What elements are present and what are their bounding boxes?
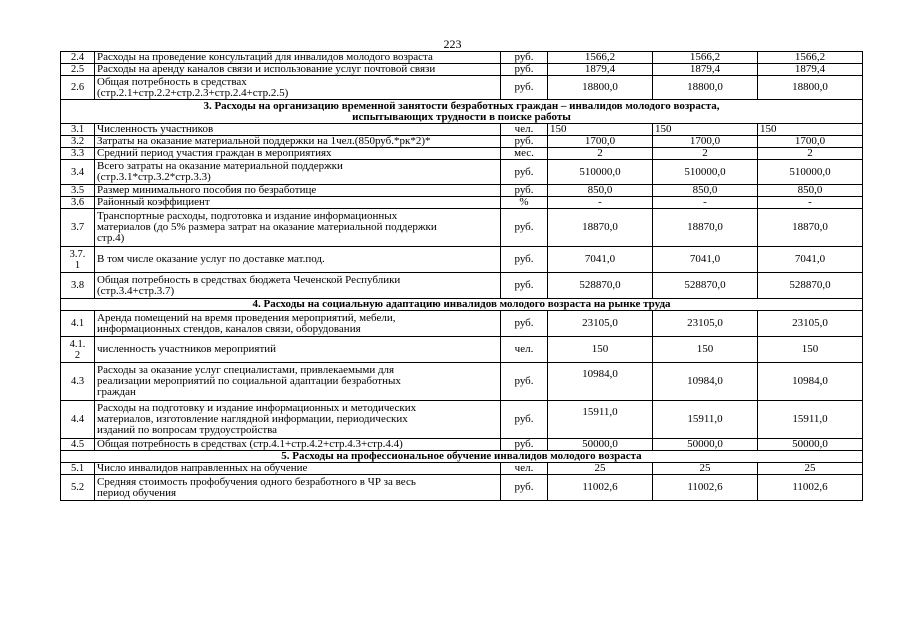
row-value: 23105,0 — [758, 311, 863, 337]
row-value: 11002,6 — [653, 475, 758, 501]
section-header — [61, 451, 863, 463]
row-value: 510000,0 — [653, 160, 758, 185]
row-unit: руб. — [501, 439, 548, 451]
row-unit: руб. — [501, 160, 548, 185]
row-value: 150 — [758, 337, 863, 363]
description-line: Аренда помещений на время проведения мероприятий, мебели, — [97, 311, 396, 324]
row-unit: мес. — [501, 148, 548, 160]
section-title-line: испытывающих трудности в поиске работы — [352, 110, 571, 123]
row-number: 2.5 — [61, 64, 95, 76]
row-number: 3.4 — [61, 160, 95, 185]
table-row — [61, 197, 863, 209]
row-description: Общая потребность в средствах (стр.4.1+стр.4.2+стр.4.3+стр.4.4) — [95, 439, 501, 451]
table-row — [61, 475, 863, 501]
row-value: 18870,0 — [548, 209, 653, 247]
row-number-line: 3.7. — [69, 248, 86, 260]
description-line: (стр.2.1+стр.2.2+стр.2.3+стр.2.4+стр.2.5) — [97, 86, 289, 99]
row-number: 2.4 — [61, 52, 95, 64]
row-value: 18800,0 — [653, 76, 758, 100]
row-number: 4.5 — [61, 439, 95, 451]
table-row — [61, 185, 863, 197]
table-row — [61, 124, 863, 136]
row-value: 850,0 — [653, 185, 758, 197]
row-value: 510000,0 — [758, 160, 863, 185]
section-title — [61, 100, 863, 124]
row-number: 3.5 — [61, 185, 95, 197]
row-value: 11002,6 — [758, 475, 863, 501]
row-description: Расходы на аренду каналов связи и использование услуг почтовой связи — [95, 64, 501, 76]
row-value: 10984,0 — [758, 363, 863, 401]
row-unit: руб. — [501, 311, 548, 337]
table-row — [61, 64, 863, 76]
row-value: 50000,0 — [548, 439, 653, 451]
row-value: 1566,2 — [653, 52, 758, 64]
row-value: 1879,4 — [548, 64, 653, 76]
row-value: 150 — [758, 124, 863, 136]
row-description — [95, 273, 501, 299]
row-value: 18870,0 — [758, 209, 863, 247]
row-description — [95, 363, 501, 401]
row-number: 4.4 — [61, 401, 95, 439]
description-line: материалов, изготовление наглядной информации, периодических — [97, 413, 408, 425]
row-unit: % — [501, 197, 548, 209]
table-row — [61, 209, 863, 247]
row-value: 23105,0 — [548, 311, 653, 337]
row-description: Расходы на проведение консультаций для инвалидов молодого возраста — [95, 52, 501, 64]
table-row — [61, 148, 863, 160]
row-value: 1566,2 — [548, 52, 653, 64]
description-line: (стр.3.1*стр.3.2*стр.3.3) — [97, 171, 211, 183]
row-unit: руб. — [501, 209, 548, 247]
row-number: 3.7 — [61, 209, 95, 247]
row-unit: руб. — [501, 185, 548, 197]
table-row — [61, 401, 863, 439]
row-number: 4.3 — [61, 363, 95, 401]
row-value: 11002,6 — [548, 475, 653, 501]
row-description — [95, 76, 501, 100]
row-value: 7041,0 — [653, 247, 758, 273]
description-line: период обучения — [97, 486, 177, 499]
row-value: 1700,0 — [653, 136, 758, 148]
row-value: 150 — [653, 124, 758, 136]
row-unit: руб. — [501, 52, 548, 64]
row-value: - — [758, 197, 863, 209]
row-value: 150 — [548, 337, 653, 363]
row-description — [95, 209, 501, 247]
description-line: стр.4) — [97, 232, 125, 244]
row-value: 528870,0 — [548, 273, 653, 299]
description-line: Расходы на подготовку и издание информационных и методических — [97, 402, 417, 414]
row-value: 2 — [653, 148, 758, 160]
row-unit: руб. — [501, 475, 548, 501]
row-description — [95, 160, 501, 185]
description-line: материалов (до 5% размера затрат на оказание материальной поддержки — [97, 221, 437, 233]
row-unit: руб. — [501, 273, 548, 299]
table-row — [61, 439, 863, 451]
section-header — [61, 100, 863, 124]
row-value: 528870,0 — [758, 273, 863, 299]
row-value: 2 — [758, 148, 863, 160]
description-line: Общая потребность в средствах — [97, 75, 247, 88]
row-value: 1879,4 — [758, 64, 863, 76]
row-value: 25 — [653, 463, 758, 475]
row-description: В том числе оказание услуг по доставке мат.под. — [95, 247, 501, 273]
row-value: 50000,0 — [653, 439, 758, 451]
table-row — [61, 337, 863, 363]
description-line: изданий по вопросам трудоустройства — [97, 424, 278, 436]
row-value: 1879,4 — [653, 64, 758, 76]
description-line: Расходы за оказание услуг специалистами, привлекаемыми для — [97, 364, 395, 376]
row-number: 3.2 — [61, 136, 95, 148]
row-value: 7041,0 — [548, 247, 653, 273]
description-line: граждан — [97, 386, 136, 398]
row-description: Средний период участия граждан в мероприятиях — [95, 148, 501, 160]
row-value: 510000,0 — [548, 160, 653, 185]
row-number-line: 4.1. — [69, 338, 86, 350]
row-value: 850,0 — [548, 185, 653, 197]
row-value: 528870,0 — [653, 273, 758, 299]
description-line: реализации мероприятий по социальной адаптации безработных — [97, 375, 401, 387]
row-number: 5.2 — [61, 475, 95, 501]
description-line: Общая потребность в средствах бюджета Чеченской Республики — [97, 273, 401, 286]
description-line: (стр.3.4+стр.3.7) — [97, 284, 175, 297]
row-unit: чел. — [501, 124, 548, 136]
row-description: Численность участников — [95, 124, 501, 136]
row-value: 50000,0 — [758, 439, 863, 451]
table-row — [61, 247, 863, 273]
row-value: 10984,0 — [653, 363, 758, 401]
row-number: 5.1 — [61, 463, 95, 475]
row-description: Затраты на оказание материальной поддержки на 1чел.(850руб.*рк*2)* — [95, 136, 501, 148]
row-value: 1566,2 — [758, 52, 863, 64]
row-value: 150 — [548, 124, 653, 136]
table-row — [61, 136, 863, 148]
row-value: 18800,0 — [548, 76, 653, 100]
row-number: 2.6 — [61, 76, 95, 100]
row-value: - — [653, 197, 758, 209]
table-row — [61, 363, 863, 401]
row-unit: руб. — [501, 247, 548, 273]
row-number-line: 2 — [74, 349, 81, 361]
row-value: 25 — [758, 463, 863, 475]
section-title: 4. Расходы на социальную адаптацию инвалидов молодого возраста на рынке труда — [61, 299, 863, 311]
row-value: 2 — [548, 148, 653, 160]
row-description: Районный коэффициент — [95, 197, 501, 209]
row-value: 23105,0 — [653, 311, 758, 337]
description-line: Транспортные расходы, подготовка и издание информационных — [97, 210, 398, 222]
description-line: Всего затраты на оказание материальной поддержки — [97, 160, 343, 172]
row-number — [61, 337, 95, 363]
row-value: 25 — [548, 463, 653, 475]
row-number: 3.8 — [61, 273, 95, 299]
row-value: 15911,0 — [758, 401, 863, 439]
row-value: 150 — [653, 337, 758, 363]
row-value: 10984,0 — [548, 363, 653, 401]
row-value: 15911,0 — [548, 401, 653, 439]
page-number: 223 — [443, 37, 462, 51]
row-description: Число инвалидов направленных на обучение — [95, 463, 501, 475]
section-title: 5. Расходы на профессиональное обучение инвалидов молодого возраста — [61, 451, 863, 463]
row-unit: руб. — [501, 64, 548, 76]
row-unit: чел. — [501, 463, 548, 475]
row-number — [61, 247, 95, 273]
row-value: 15911,0 — [653, 401, 758, 439]
section-header — [61, 299, 863, 311]
row-value: 1700,0 — [548, 136, 653, 148]
row-number-line: 1 — [74, 259, 81, 271]
row-value: 850,0 — [758, 185, 863, 197]
row-number: 3.1 — [61, 124, 95, 136]
row-description — [95, 311, 501, 337]
row-description — [95, 401, 501, 439]
row-number: 4.1 — [61, 311, 95, 337]
table-row — [61, 160, 863, 185]
row-value: - — [548, 197, 653, 209]
row-unit: чел. — [501, 337, 548, 363]
table-row — [61, 311, 863, 337]
row-value: 18800,0 — [758, 76, 863, 100]
table-row — [61, 76, 863, 100]
description-line: информационных стендов, каналов связи, оборудования — [97, 322, 361, 335]
row-number: 3.6 — [61, 197, 95, 209]
description-line: Средняя стоимость профобучения одного безработного в ЧР за весь — [97, 475, 416, 488]
table-row — [61, 463, 863, 475]
row-unit: руб. — [501, 76, 548, 100]
row-value: 18870,0 — [653, 209, 758, 247]
row-unit: руб. — [501, 136, 548, 148]
row-value: 7041,0 — [758, 247, 863, 273]
section-title-line: 3. Расходы на организацию временной занятости безработных граждан – инвалидов молодого возраста, — [203, 99, 720, 112]
budget-table — [60, 51, 863, 501]
row-unit: руб. — [501, 363, 548, 401]
table-row — [61, 273, 863, 299]
table-row — [61, 52, 863, 64]
row-value: 1700,0 — [758, 136, 863, 148]
row-description — [95, 475, 501, 501]
row-unit: руб. — [501, 401, 548, 439]
row-number: 3.3 — [61, 148, 95, 160]
row-description: Размер минимального пособия по безработице — [95, 185, 501, 197]
row-description: численность участников мероприятий — [95, 337, 501, 363]
